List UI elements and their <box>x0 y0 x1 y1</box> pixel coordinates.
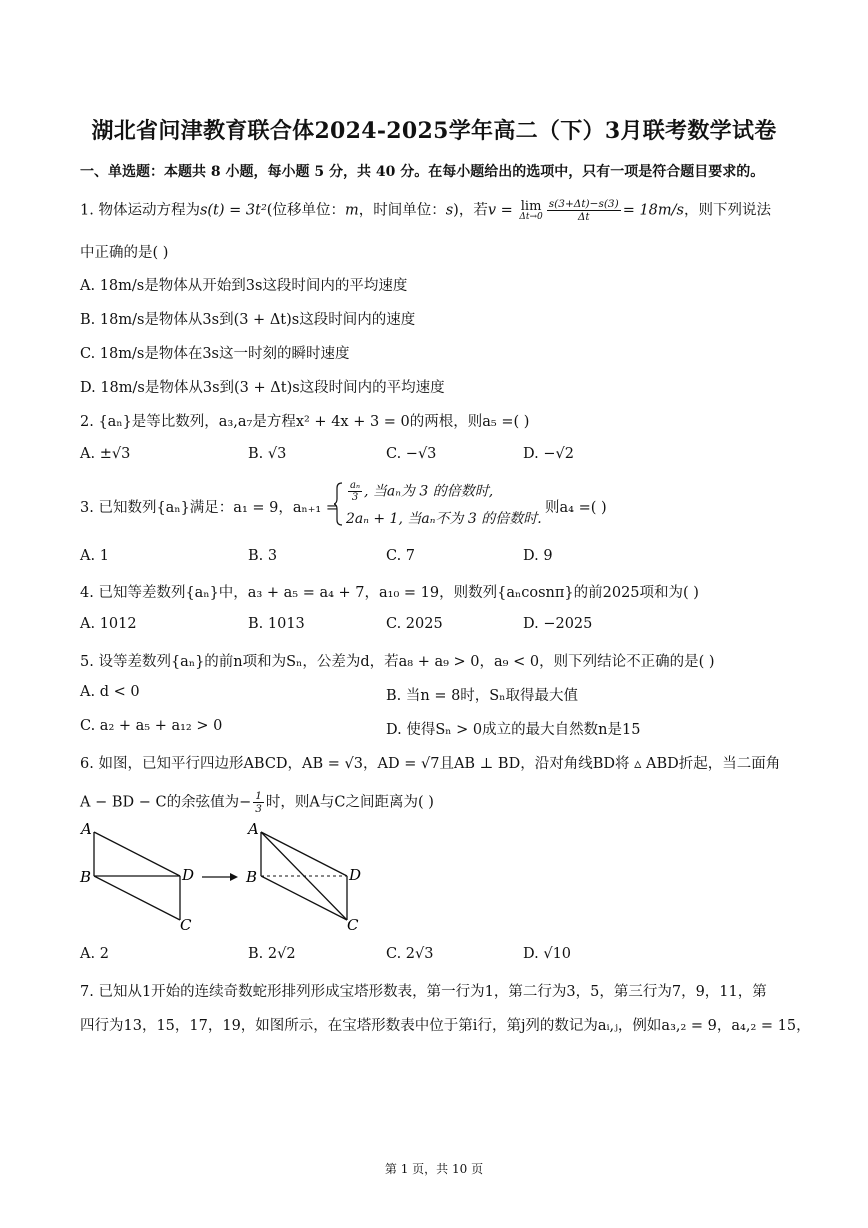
q6-option-a: A. 2 <box>80 946 109 962</box>
question-1-stem <box>80 198 771 223</box>
segment-ad <box>94 832 180 876</box>
q1-unit: s <box>445 202 454 219</box>
q2-option-d: D. −√2 <box>523 446 574 462</box>
limit-subscript: Δt→0 <box>519 211 543 222</box>
folded-figure <box>245 820 361 934</box>
flat-parallelogram <box>79 820 194 934</box>
q6-figure <box>78 820 378 935</box>
fraction-numerator: s(3+Δt)−s(3) <box>548 198 619 210</box>
fraction-numerator: aₙ <box>350 480 361 491</box>
q1-equation: s(t) = 3t² <box>199 202 267 219</box>
q1-limit <box>519 200 542 222</box>
arrow-icon <box>202 873 238 881</box>
question-6-stem: 6. 如图，已知平行四边形ABCD，AB = √3，AD = √7且AB ⊥ BD，沿对角线BD将 ▵ ABD折起，当二面角 <box>80 756 781 772</box>
q6-option-b: B. 2√2 <box>248 946 296 962</box>
label-a: A <box>81 820 92 838</box>
q1-text: ，则下列说法 <box>684 202 771 219</box>
label-d: D <box>182 866 195 884</box>
q3-case-1 <box>346 480 493 503</box>
q3-case-1-text: , 当aₙ为 3 的倍数时, <box>364 483 494 500</box>
q3-text: 3. 已知数列{aₙ}满足：a₁ = 9，aₙ₊₁ = <box>80 500 339 516</box>
q3-case-2: 2aₙ + 1, 当aₙ不为 3 的倍数时. <box>346 511 542 527</box>
brace-icon <box>334 482 344 526</box>
fraction-denominator: 3 <box>255 803 262 815</box>
question-4-stem: 4. 已知等差数列{aₙ}中，a₃ + a₅ = a₄ + 7，a₁₀ = 19，则数列{aₙcosnπ}的前2025项和为( ) <box>80 585 699 601</box>
q4-option-d: D. −2025 <box>523 616 593 632</box>
fraction-numerator: 1 <box>255 790 262 802</box>
q1-unit: m <box>344 202 359 219</box>
q6-option-d: D. √10 <box>523 946 572 962</box>
q4-option-a: A. 1012 <box>80 616 137 632</box>
question-2-stem: 2. {aₙ}是等比数列，a₃,a₇是方程x² + 4x + 3 = 0的两根，则a₅ =( ) <box>80 414 530 430</box>
q3-option-b: B. 3 <box>248 548 278 564</box>
q1-option-a: A. 18m/s是物体从开始到3s这段时间内的平均速度 <box>80 278 408 294</box>
label-b: B <box>246 868 258 886</box>
section-heading: 一、单选题：本题共 8 小题，每小题 5 分，共 40 分。在每小题给出的选项中，只有一项是符合题目要求的。 <box>80 164 765 180</box>
q2-option-c: C. −√3 <box>386 446 437 462</box>
q5-option-b: B. 当n = 8时，Sₙ取得最大值 <box>386 688 579 704</box>
q6-text: A − BD − C的余弦值为− <box>80 794 252 811</box>
fraction-denominator: 3 <box>351 492 359 503</box>
page-title: 湖北省问津教育联合体2024-2025学年高二（下）3月联考数学试卷 <box>91 118 777 144</box>
q4-option-c: C. 2025 <box>386 616 443 632</box>
q6-fraction <box>253 790 264 815</box>
q1-text: ，时间单位： <box>358 202 446 219</box>
q6-option-c: C. 2√3 <box>386 946 434 962</box>
segment-bc <box>94 876 180 920</box>
fraction-denominator: Δt <box>577 211 590 223</box>
limit-symbol: lim <box>520 198 542 214</box>
q3-option-c: C. 7 <box>386 548 416 564</box>
q4-option-b: B. 1013 <box>248 616 305 632</box>
question-7-line2: 四行为13，15，17，19，如图所示，在宝塔形数表中位于第i行，第j列的数记为aᵢ,ⱼ，例如a₃,₂ = 9，a₄,₂ = 15， <box>80 1018 811 1034</box>
q3-stem-end: 则a₄ =( ) <box>545 500 607 516</box>
question-1-stem-line2: 中正确的是( ) <box>80 245 169 261</box>
q5-option-a: A. d < 0 <box>80 684 140 700</box>
q3-option-d: D. 9 <box>523 548 553 564</box>
label-c: C <box>180 916 192 934</box>
q1-text: 1. 物体运动方程为 <box>80 202 200 219</box>
q3-option-a: A. 1 <box>80 548 109 564</box>
q6-text: 时，则A与C之间距离为( ) <box>265 794 434 811</box>
question-6-stem-line2 <box>80 790 434 815</box>
question-5-stem: 5. 设等差数列{aₙ}的前n项和为Sₙ，公差为d，若a₈ + a₉ > 0，a₉ < 0，则下列结论不正确的是( ) <box>80 654 715 670</box>
page-footer: 第 1 页，共 10 页 <box>384 1162 484 1176</box>
q1-text: (位移单位： <box>266 202 345 219</box>
q1-fraction <box>547 198 621 223</box>
question-3-stem <box>80 496 338 517</box>
q2-option-b: B. √3 <box>248 446 287 462</box>
q1-option-b: B. 18m/s是物体从3s到(3 + Δt)s这段时间内的速度 <box>80 312 416 328</box>
label-a: A <box>248 820 259 838</box>
q1-text: )，若 <box>453 202 488 219</box>
label-c: C <box>347 916 359 934</box>
q1-velocity: v = <box>487 202 513 219</box>
label-d: D <box>349 866 362 884</box>
q1-value: = 18m/s <box>622 202 684 219</box>
q5-option-d: D. 使得Sₙ > 0成立的最大自然数n是15 <box>386 722 641 738</box>
q1-option-c: C. 18m/s是物体在3s这一时刻的瞬时速度 <box>80 346 350 362</box>
q5-option-c: C. a₂ + a₅ + a₁₂ > 0 <box>80 718 223 734</box>
label-b: B <box>80 868 92 886</box>
q2-option-a: A. ±√3 <box>80 446 131 462</box>
q1-option-d: D. 18m/s是物体从3s到(3 + Δt)s这段时间内的平均速度 <box>80 380 445 396</box>
q3-case-fraction <box>348 480 362 503</box>
question-7-line1: 7. 已知从1开始的连续奇数蛇形排列形成宝塔形数表，第一行为1，第二行为3，5，第三行为7，9，11，第 <box>80 984 767 1000</box>
